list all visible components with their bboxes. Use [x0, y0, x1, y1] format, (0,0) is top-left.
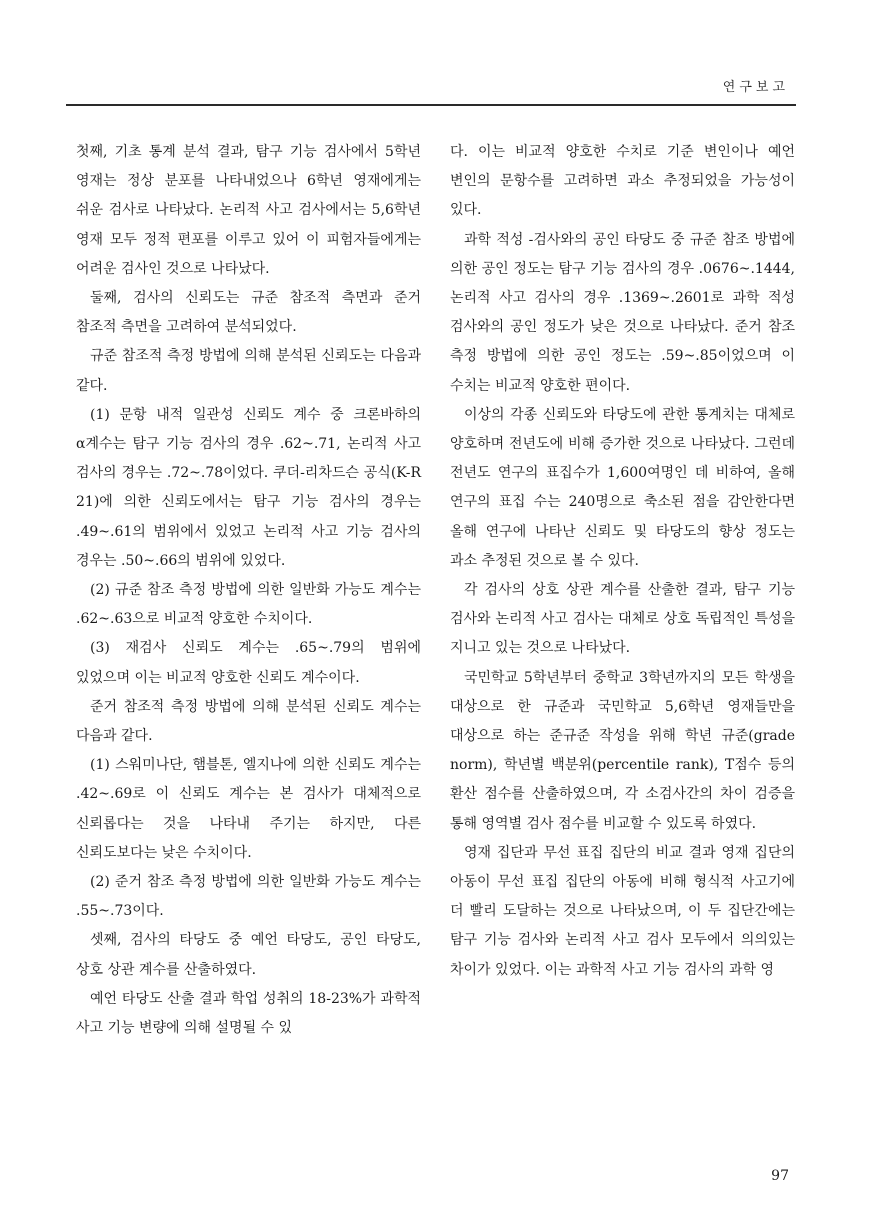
paragraph-predictive-validity-cont: 다. 이는 비교적 양호한 수치로 기준 변인이나 예언 변인의 문항수를 고려하면 과소 추정되었을 가능성이 있다. [450, 144, 795, 219]
paragraph-findings-first: 첫째, 기초 통계 분석 결과, 탐구 기능 검사에서 5학년 영재는 정상 분포를 나타내었으나 6학년 영재에게는 쉬운 검사로 나타났다. 논리적 사고 검사에서는 5,6학년 영재 모두 정적 편포를 이루고 있어 이 피험자들에게는 어려운 검사인 것으로 나타났다. [76, 144, 421, 277]
paragraph-predictive-validity: 예언 타당도 산출 결과 학업 성취의 18-23%가 과학적 사고 기능 변량에 의해 설명될 수 있 [76, 990, 421, 1037]
paragraph-statistics-summary: 이상의 각종 신뢰도와 타당도에 관한 통계치는 대체로 양호하며 전년도에 비해 증가한 것으로 나타났다. 그런데 전년도 연구의 표집수가 1,600여명인 데 비하여, 올해 연구의 표집 수는 240명으로 축소된 점을 감안한다면 올해 연구에 나타난 신뢰도 및 타당도의 향상 정도는 과소 추정된 것으로 볼 수 있다. [450, 406, 795, 569]
paragraph-findings-second: 둘째, 검사의 신뢰도는 규준 참조적 측면과 준거 참조적 측면을 고려하여 분석되었다. [76, 290, 421, 336]
paragraph-findings-third: 셋째, 검사의 타당도 중 예언 타당도, 공인 타당도, 상호 상관 계수를 산출하였다. [76, 932, 421, 978]
paragraph-concurrent-validity: 과학 적성 -검사와의 공인 타당도 중 규준 참조 방법에 의한 공인 정도는 탐구 기능 검사의 경우 .0676~.1444, 논리적 사고 검사의 경우 .1369~.2601로 과학 적성 검사와의 공인 정도가 낮은 것으로 나타났다. 준거 참조 측정 방법에 의한 공인 정도는 .59~.85이었으며 이 수치는 비교적 양호한 편이다. [450, 231, 795, 394]
paragraph-intercorrelation: 각 검사의 상호 상관 계수를 산출한 결과, 탐구 기능 검사와 논리적 사고 검사는 대체로 상호 독립적인 특성을 지니고 있는 것으로 나타났다. [450, 582, 795, 657]
paragraph-criterion-reliability-intro: 준거 참조적 측정 방법에 의해 분석된 신뢰도 계수는 다음과 같다. [76, 698, 421, 745]
paragraph-norm-reliability-2: (2) 규준 참조 측정 방법에 의한 일반화 가능도 계수는 .62~.63으로 비교적 양호한 수치이다. [76, 582, 421, 628]
paragraph-norm-reliability-1: (1) 문항 내적 일관성 신뢰도 계수 중 크론바하의 α계수는 탐구 기능 검사의 경우 .62~.71, 논리적 사고 검사의 경우는 .72~.78이었다. 쿠더-리차드슨 공식(K-R 21)에 의한 신뢰도에서는 탐구 기능 검사의 경우는 .49~.61의 범위에서 있었고 논리적 사고 기능 검사의 경우는 .50~.66의 범위에 있었다. [76, 406, 421, 569]
header-rule [66, 104, 796, 106]
page-number: 97 [771, 1168, 789, 1184]
paragraph-criterion-reliability-2: (2) 준거 참조 측정 방법에 의한 일반화 가능도 계수는 .55~.73이다. [76, 874, 421, 920]
paragraph-criterion-reliability-1: (1) 스워미나단, 햄블톤, 엘지나에 의한 신뢰도 계수는 .42~.69로 이 신뢰도 계수는 본 검사가 대체적으로 신뢰롭다는 것을 나타내 주기는 하지만, 다른 신뢰도보다는 낮은 수치이다. [76, 757, 421, 861]
paragraph-norm-reliability-3: (3) 재검사 신뢰도 계수는 .65~.79의 범위에 있었으며 이는 비교적 양호한 신뢰도 계수이다. [76, 640, 421, 686]
right-column [450, 138, 795, 985]
paragraph-norms: 국민학교 5학년부터 중학교 3학년까지의 모든 학생을 대상으로 한 규준과 국민학교 5,6학년 영재들만을 대상으로 하는 준규준 작성을 위해 학년 규준(grade norm), 학년별 백분위(percentile rank), T점수 등의 환산 점수를 산출하였으며, 각 소검사간의 차이 검증을 통해 영역별 검사 점수를 비교할 수 있도록 하였다. [450, 669, 795, 832]
running-header: 연구보고 [722, 80, 789, 95]
paragraph-norm-reliability-intro: 규준 참조적 측정 방법에 의해 분석된 신뢰도는 다음과 같다. [76, 348, 421, 394]
left-column [76, 138, 421, 1043]
paragraph-group-comparison: 영재 집단과 무선 표집 집단의 비교 결과 영재 집단의 아동이 무선 표집 집단의 아동에 비해 형식적 사고기에 더 빨리 도달하는 것으로 나타났으며, 이 두 집단간에는 탐구 기능 검사와 논리적 사고 검사 모두에서 의의있는 차이가 있었다. 이는 과학적 사고 기능 검사의 과학 영 [450, 844, 795, 978]
